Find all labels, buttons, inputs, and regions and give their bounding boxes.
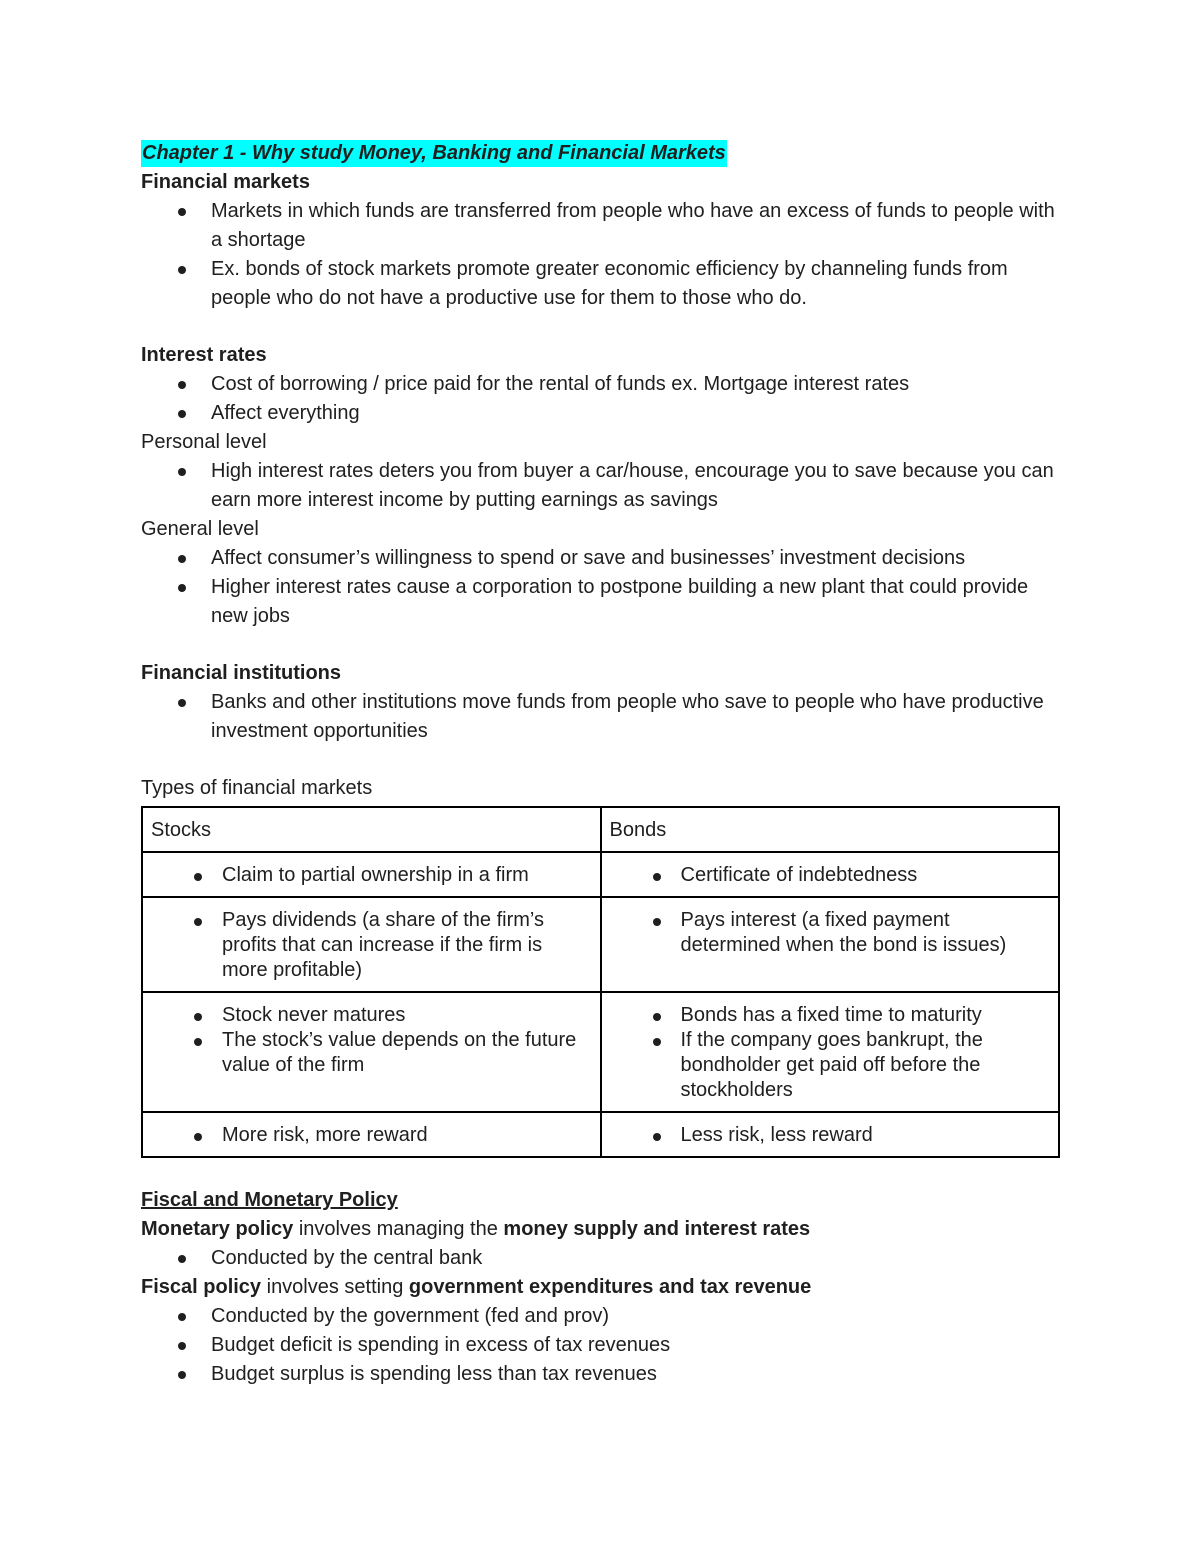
list-item: Bonds has a fixed time to maturity [610, 1003, 1051, 1028]
table-row [142, 897, 1059, 992]
policy-heading: Fiscal and Monetary Policy [141, 1189, 398, 1211]
general-level-list [141, 544, 1066, 631]
list-item: Stock never matures [151, 1003, 592, 1028]
list-item: Cost of borrowing / price paid for the rental of funds ex. Mortgage interest rates [141, 370, 1066, 399]
monetary-policy-text: involves managing the [293, 1218, 504, 1240]
table-row [142, 852, 1059, 897]
list-item: Claim to partial ownership in a firm [151, 863, 592, 888]
interest-rates-heading: Interest rates [141, 344, 267, 366]
fiscal-policy-list [141, 1302, 1066, 1389]
financial-institutions-heading: Financial institutions [141, 662, 342, 684]
list-item: Pays interest (a fixed payment determined when the bond is issues) [610, 908, 1051, 958]
list-item: Budget deficit is spending in excess of tax revenues [141, 1331, 1066, 1360]
types-table-caption: Types of financial markets [141, 777, 373, 799]
list-item: Banks and other institutions move funds from people who save to people who have productive investment opportunities [141, 688, 1066, 746]
list-item: Certificate of indebtedness [610, 863, 1051, 888]
general-level-label: General level [141, 518, 259, 540]
interest-rates-list [141, 370, 1066, 428]
table-cell [142, 992, 601, 1112]
stocks-header: Stocks [142, 807, 601, 852]
list-item: Pays dividends (a share of the firm’s profits that can increase if the firm is more profitable) [151, 908, 592, 983]
list-item: More risk, more reward [151, 1123, 592, 1148]
list-item: The stock’s value depends on the future value of the firm [151, 1028, 592, 1078]
table-header-row [142, 807, 1059, 852]
list-item: Ex. bonds of stock markets promote greater economic efficiency by channeling funds from people who do not have a productive use for them to those who do. [141, 255, 1066, 313]
chapter-title: Chapter 1 - Why study Money, Banking and Financial Markets [141, 140, 727, 167]
table-cell [601, 1112, 1060, 1157]
fiscal-policy-text: involves setting [261, 1276, 409, 1298]
list-item: Affect everything [141, 399, 1066, 428]
monetary-policy-term: Monetary policy [141, 1218, 294, 1240]
bonds-header: Bonds [601, 807, 1060, 852]
table-row [142, 992, 1059, 1112]
table-cell [601, 897, 1060, 992]
monetary-policy-line [141, 1215, 1066, 1244]
financial-markets-heading: Financial markets [141, 171, 310, 193]
monetary-policy-object: money supply and interest rates [503, 1218, 811, 1240]
list-item: High interest rates deters you from buyer a car/house, encourage you to save because you can earn more interest income by putting earnings as savings [141, 457, 1066, 515]
financial-markets-list [141, 197, 1066, 313]
table-cell [142, 852, 601, 897]
list-item: Conducted by the central bank [141, 1244, 1066, 1273]
table-cell [601, 852, 1060, 897]
table-cell [142, 897, 601, 992]
table-cell [601, 992, 1060, 1112]
types-of-markets-table [141, 806, 1060, 1158]
fiscal-policy-object: government expenditures and tax revenue [408, 1276, 812, 1298]
list-item: Higher interest rates cause a corporation to postpone building a new plant that could provide new jobs [141, 573, 1066, 631]
financial-institutions-list [141, 688, 1066, 746]
list-item: If the company goes bankrupt, the bondholder get paid off before the stockholders [610, 1028, 1051, 1103]
list-item: Budget surplus is spending less than tax revenues [141, 1360, 1066, 1389]
personal-level-list [141, 457, 1066, 515]
table-row [142, 1112, 1059, 1157]
list-item: Less risk, less reward [610, 1123, 1051, 1148]
fiscal-policy-term: Fiscal policy [141, 1276, 262, 1298]
list-item: Conducted by the government (fed and prov) [141, 1302, 1066, 1331]
personal-level-label: Personal level [141, 431, 267, 453]
monetary-policy-list [141, 1244, 1066, 1273]
list-item: Affect consumer’s willingness to spend or save and businesses’ investment decisions [141, 544, 1066, 573]
table-cell [142, 1112, 601, 1157]
list-item: Markets in which funds are transferred from people who have an excess of funds to people with a shortage [141, 197, 1066, 255]
document-page [141, 139, 1066, 1389]
fiscal-policy-line [141, 1273, 1066, 1302]
